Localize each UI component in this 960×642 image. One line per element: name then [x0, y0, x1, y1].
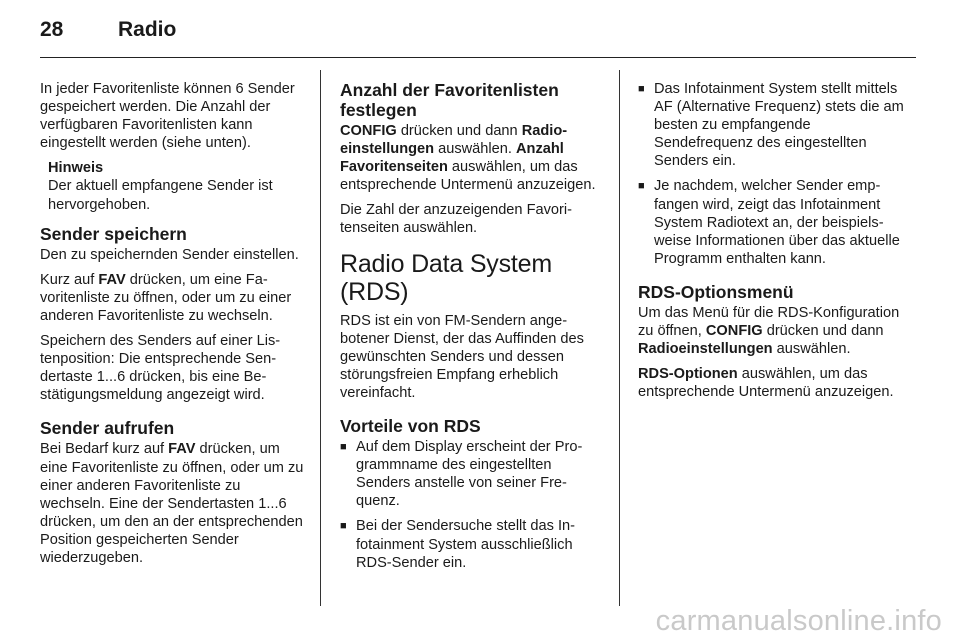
page-number: 28	[40, 18, 64, 41]
note-text: Der aktuell empfangene Sender ist hervorgehoben.	[48, 178, 273, 213]
advantages-list-continued	[638, 80, 904, 268]
fav-key: FAV	[98, 271, 126, 288]
fav-key: FAV	[168, 441, 196, 458]
radio-settings-key: Radioeinstellungen	[638, 341, 773, 358]
watermark: carmanualsonline.info	[655, 605, 942, 637]
config-key: CONFIG	[340, 123, 397, 139]
count-paragraph-1: CONFIG drücken und dann Radioeinstellungen auswählen. Anzahl Favoritenseiten auswählen, um das entsprechende Untermenü anzuzeigen.	[340, 123, 596, 194]
heading-sender-aufrufen: Sender aufrufen	[40, 418, 175, 439]
favorite-pages-key: Anzahl Favoritenseiten	[340, 141, 564, 176]
rds-options-key: RDS-Optionen	[638, 366, 738, 383]
intro-paragraph: In jeder Favoritenliste können 6 Sender gespeichert werden. Die Anzahl der verfügbaren Favoritenlisten kann eingestellt werden (siehe unten).	[40, 81, 295, 152]
heading-vorteile-rds: Vorteile von RDS	[340, 416, 481, 437]
note-title: Hinweis	[48, 160, 104, 177]
config-key: CONFIG	[705, 323, 763, 340]
menu-paragraph: Um das Menü für die RDS-Konfiguration zu öffnen, CONFIG drücken und dann Radioeinstellungen auswählen.	[638, 304, 900, 358]
column-2	[340, 80, 604, 579]
options-paragraph: RDS-Optionen auswählen, um das entsprechende Untermenü anzuzeigen.	[638, 366, 894, 401]
advantages-list	[340, 438, 604, 572]
note-box	[48, 159, 306, 213]
heading-rds-optionsmenu: RDS-Optionsmenü	[638, 281, 794, 302]
save-paragraph-3: Speichern des Senders auf einer Listenposition: Die entsprechende Sendertaste 1...6 drücken, bis eine Bestätigungsmeldung angezeigt wird.	[40, 333, 281, 404]
recall-paragraph: Bei Bedarf kurz auf FAV drücken, um eine Favoritenliste zu öffnen, oder um zu einer anderen Favoritenliste zu wechseln. Eine der Sendertasten 1...6 drücken, um den an der entsprechenden Position gespeicherten Sender wiederzugeben.	[40, 441, 304, 566]
column-1	[40, 80, 306, 574]
list-item: ■ Auf dem Display erscheint der Programmname des eingestellten Senders anstelle von seiner Frequenz.	[340, 438, 604, 510]
count-paragraph-2: Die Zahl der anzuzeigenden Favoritenseiten auswählen.	[340, 202, 573, 237]
list-item: ■ Das Infotainment System stellt mittels AF (Alternative Frequenz) stets die am besten zu empfangende Sendefrequenz des eingestellten Senders ein.	[638, 80, 904, 170]
list-item: ■ Bei der Sendersuche stellt das Infotainment System ausschließlich RDS-Sender ein.	[340, 517, 604, 571]
rds-paragraph: RDS ist ein von FM-Sendern angebotener Dienst, der das Auffinden des gewünschten Senders und dessen störungsfreien Empfang erheblich vereinfacht.	[340, 312, 584, 401]
list-item: ■ Je nachdem, welcher Sender empfangen wird, zeigt das Infotainment System Radiotext an, der beispielsweise Informationen über das aktuelle Programm enthalten kann.	[638, 177, 904, 267]
radio-settings-key: Radioeinstellungen	[340, 123, 568, 158]
heading-rds: Radio Data System (RDS)	[340, 249, 552, 306]
heading-sender-speichern: Sender speichern	[40, 223, 187, 244]
column-3	[638, 80, 904, 408]
column-divider-1	[320, 70, 321, 606]
heading-anzahl-favoritenlisten: Anzahl der Favoritenlisten festlegen	[340, 80, 559, 120]
header-rule	[40, 57, 916, 58]
section-title: Radio	[118, 18, 177, 41]
save-paragraph-2: Kurz auf FAV drücken, um eine Favoritenliste zu öffnen, oder um zu einer anderen Favoritenliste zu wechseln.	[40, 271, 292, 324]
column-divider-2	[619, 70, 620, 606]
page-header	[40, 18, 176, 48]
save-paragraph-1: Den zu speichernden Sender einstellen.	[40, 246, 299, 263]
